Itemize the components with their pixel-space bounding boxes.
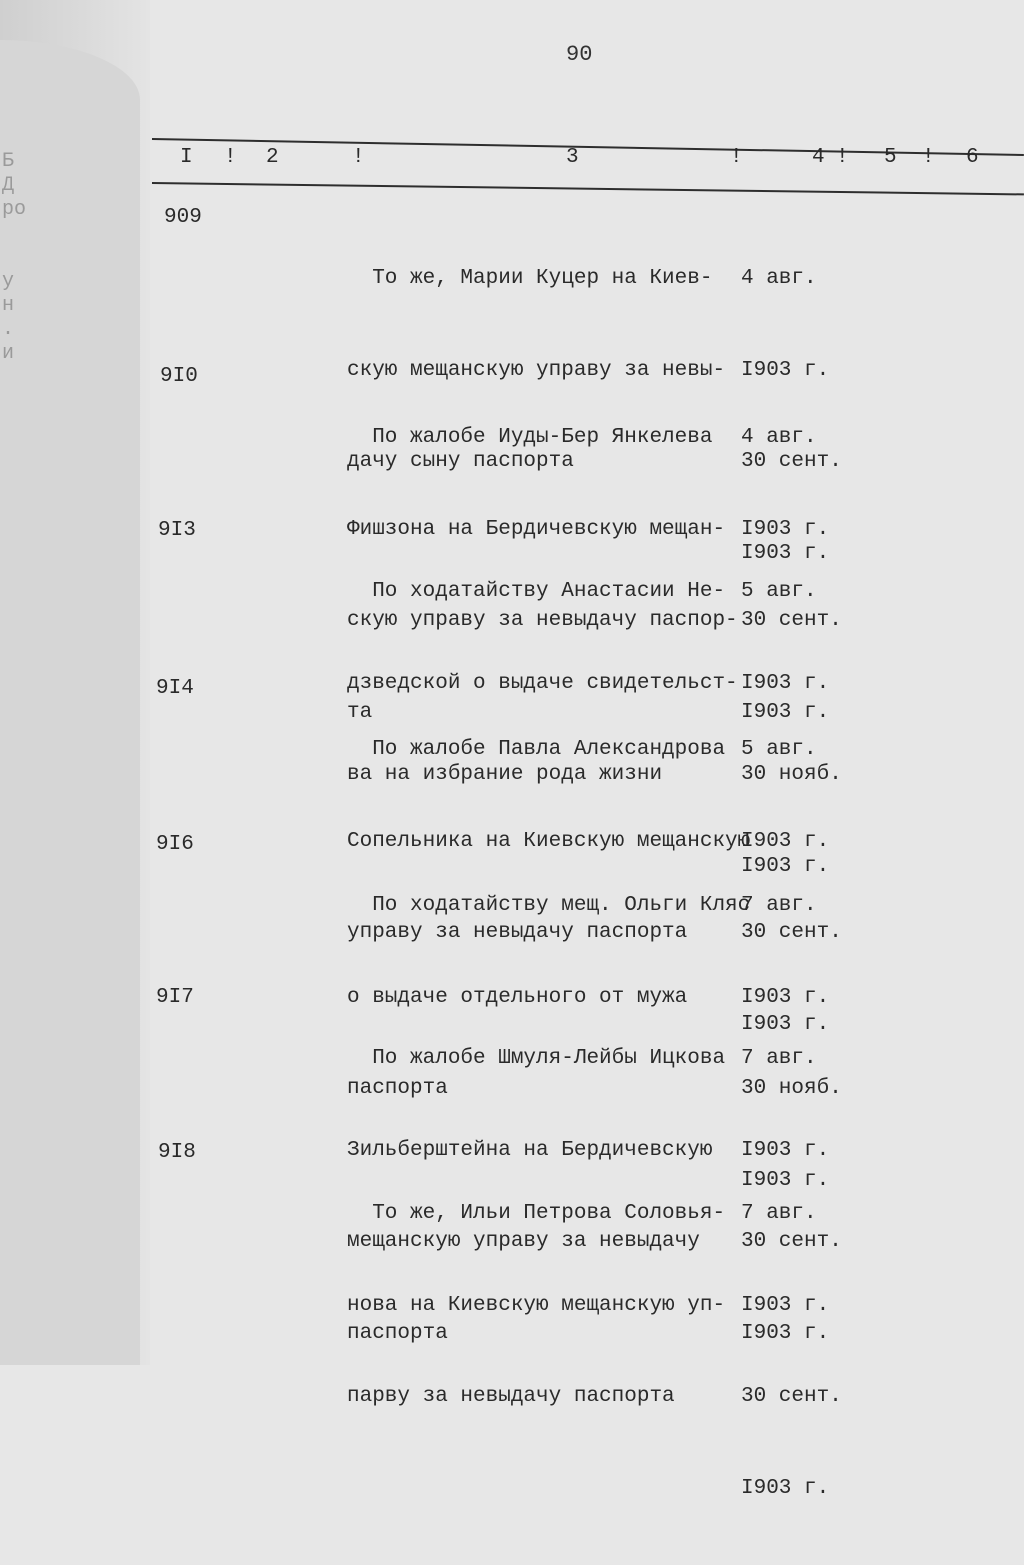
- entry-number: 9I6: [156, 833, 194, 856]
- entry-number: 9I7: [156, 986, 194, 1009]
- description-line: скую управу за невыдачу паспор-: [347, 609, 738, 632]
- description-line: То же, Ильи Петрова Соловья-: [347, 1202, 726, 1225]
- start-date: 5 авг.: [741, 580, 817, 603]
- entry-number: 9I4: [156, 677, 194, 700]
- entry-number: 9I3: [158, 519, 196, 542]
- end-year: I903 г.: [741, 854, 830, 878]
- description-line: о выдаче отдельного от мужа: [347, 985, 688, 1009]
- start-date: 7 авг.: [741, 894, 817, 917]
- description-line: нова на Киевскую мещанскую уп-: [347, 1293, 726, 1317]
- entry-number: 909: [164, 206, 202, 229]
- description-line: скую мещанскую управу за невы-: [347, 358, 726, 382]
- page-number: 90: [566, 42, 593, 67]
- description-line: парву за невыдачу паспорта: [347, 1385, 675, 1408]
- table-header-row: [168, 146, 998, 176]
- description-line: ва на избрание рода жизни: [347, 763, 663, 786]
- description-line: По жалобе Павла Александрова: [347, 738, 726, 761]
- end-year: I903 г.: [741, 1476, 830, 1500]
- start-year: I903 г.: [741, 1293, 830, 1317]
- start-date: 7 авг.: [741, 1202, 817, 1225]
- header-separator: !: [836, 146, 849, 169]
- start-year: I903 г.: [741, 985, 830, 1009]
- header-separator: !: [730, 146, 743, 169]
- header-separator: !: [922, 146, 935, 169]
- description-line: По ходатайству Анастасии Не-: [347, 580, 726, 603]
- end-year: I903 г.: [741, 1012, 830, 1036]
- header-col-4: 4: [812, 146, 825, 169]
- header-col-2: 2: [266, 146, 279, 169]
- start-year: I903 г.: [741, 671, 830, 695]
- start-date: 7 авг.: [741, 1047, 817, 1070]
- end-date: 30 сент.: [741, 921, 842, 944]
- description-line: паспорта: [347, 1077, 448, 1100]
- description-line: По ходатайству мещ. Ольги Кляс: [347, 894, 751, 917]
- table-header-rule: [152, 182, 1024, 195]
- end-date: 30 сент.: [741, 1230, 842, 1253]
- description-line: дзведской о выдаче свидетельст-: [347, 671, 738, 695]
- end-date: 30 сент.: [741, 609, 842, 632]
- start-date: 4 авг.: [741, 267, 817, 290]
- header-separator: !: [224, 146, 237, 169]
- header-col-6: 6: [966, 146, 979, 169]
- end-date: 30 нояб.: [741, 1077, 842, 1100]
- description-line: Зильберштейна на Бердичевскую: [347, 1138, 713, 1162]
- start-date: 5 авг.: [741, 738, 817, 761]
- end-year: I903 г.: [741, 1168, 830, 1192]
- start-year: I903 г.: [741, 829, 830, 853]
- start-year: I903 г.: [741, 517, 830, 541]
- start-year: I903 г.: [741, 358, 830, 382]
- description-line: То же, Марии Куцер на Киев-: [347, 267, 713, 290]
- description-line: Фишзона на Бердичевскую мещан-: [347, 517, 726, 541]
- description-line: паспорта: [347, 1321, 448, 1345]
- end-year: I903 г.: [741, 1321, 830, 1345]
- header-col-5: 5: [884, 146, 897, 169]
- description-line: та: [347, 700, 373, 724]
- description-line: дачу сыну паспорта: [347, 450, 574, 473]
- end-date: 30 нояб.: [741, 763, 842, 786]
- header-separator: !: [352, 146, 365, 169]
- end-date: 30 сент.: [741, 450, 842, 473]
- entry-number: 9I8: [158, 1141, 196, 1164]
- entry-description: [347, 1138, 725, 1474]
- end-year: I903 г.: [741, 700, 830, 724]
- start-date: 4 авг.: [741, 426, 817, 449]
- entry-number: 9I0: [160, 365, 198, 388]
- header-col-3: 3: [566, 146, 579, 169]
- start-year: I903 г.: [741, 1138, 830, 1162]
- description-line: Сопельника на Киевскую мещанскую: [347, 829, 751, 853]
- end-year: I903 г.: [741, 541, 830, 565]
- description-line: управу за невыдачу паспорта: [347, 921, 688, 944]
- description-line: По жалобе Шмуля-Лейбы Ицкова: [347, 1047, 726, 1070]
- description-line: По жалобе Иуды-Бер Янкелева: [347, 426, 713, 449]
- end-date: 30 сент.: [741, 1385, 842, 1408]
- entry-dates: [741, 1138, 842, 1565]
- bleed-through-marks: Б Д ро у н . и: [2, 150, 27, 365]
- description-line: мещанскую управу за невыдачу: [347, 1230, 700, 1253]
- header-col-1: I: [180, 146, 193, 169]
